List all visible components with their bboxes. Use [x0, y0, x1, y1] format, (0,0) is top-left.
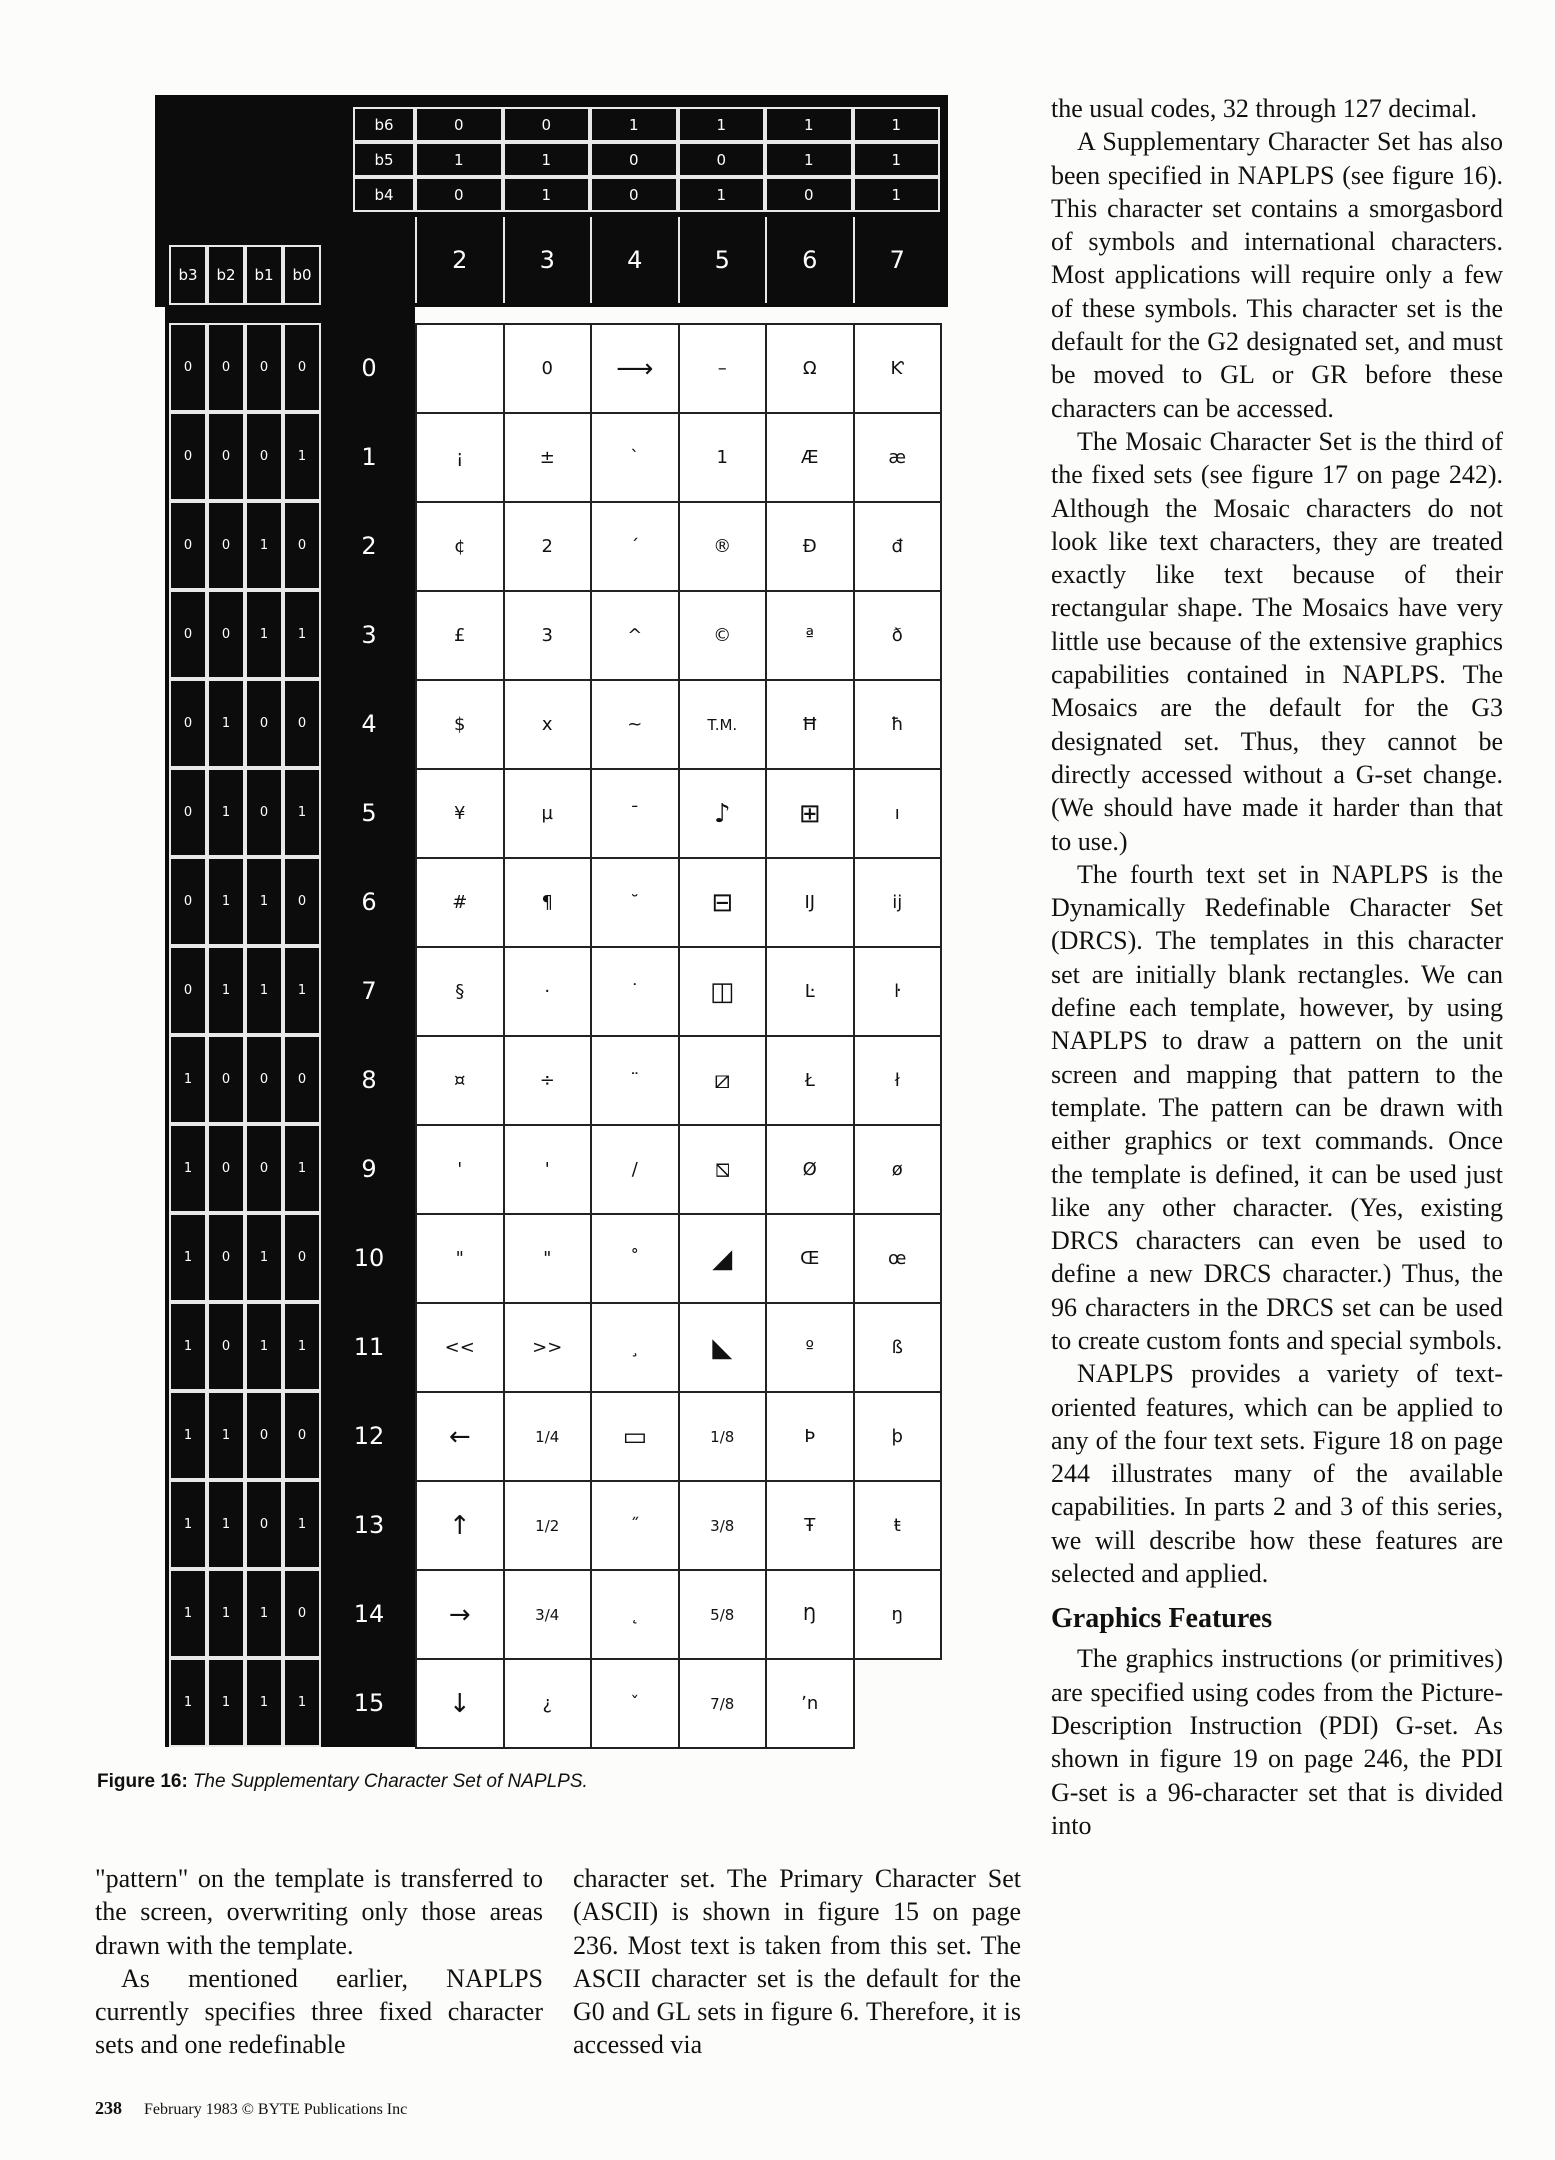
row-number: 4: [361, 709, 377, 738]
row-bit: 1: [283, 946, 321, 1035]
glyph-cell: 1/4: [503, 1391, 593, 1482]
row-bit: 0: [245, 412, 283, 501]
column-number: 2: [415, 217, 503, 303]
bit-label: b6: [353, 107, 415, 142]
row-bit: 0: [245, 1124, 283, 1213]
row-bit-label: b3: [169, 245, 207, 305]
glyph-cell: Ħ: [765, 679, 855, 770]
glyph-cell: ·: [503, 946, 593, 1037]
row-bit: 0: [283, 679, 321, 768]
row-bit: 0: [207, 412, 245, 501]
glyph-cell: ⟶: [590, 323, 680, 414]
glyph-cell: ˝: [590, 1480, 680, 1571]
right-column: [1051, 92, 1503, 1842]
glyph-cell: ß: [853, 1302, 943, 1393]
glyph-cell: Ƙ: [853, 323, 943, 414]
row-bit: 1: [207, 1391, 245, 1480]
glyph-cell: Ø: [765, 1124, 855, 1215]
footer-text: February 1983 © BYTE Publications Inc: [144, 2101, 408, 2118]
paragraph: "pattern" on the template is transferred to the screen, overwriting only those areas drawn with the template.: [95, 1864, 543, 1960]
row-bit: 1: [207, 768, 245, 857]
bit-value: 1: [678, 177, 766, 212]
glyph-cell: ª: [765, 590, 855, 681]
row-number: 5: [361, 798, 377, 827]
row-bit: 1: [283, 768, 321, 857]
row-number: 6: [361, 887, 377, 916]
bit-value: 0: [590, 177, 678, 212]
row-bit: 1: [207, 1658, 245, 1747]
glyph-cell: ^: [590, 590, 680, 681]
glyph-cell: ŧ: [853, 1480, 943, 1571]
bit-value: 1: [590, 107, 678, 142]
glyph-cell: µ: [503, 768, 593, 859]
row-bit: 0: [207, 323, 245, 412]
glyph-cell: Þ: [765, 1391, 855, 1482]
glyph-cell: ⊟: [678, 857, 768, 948]
row-bit: 1: [169, 1213, 207, 1302]
glyph-cell: ł: [853, 1035, 943, 1126]
row-bit: 1: [283, 1480, 321, 1569]
row-bit: 0: [245, 323, 283, 412]
bit-value: 1: [503, 142, 591, 177]
bit-value: 1: [853, 107, 941, 142]
glyph-cell: 5/8: [678, 1569, 768, 1660]
row-number: 10: [353, 1243, 385, 1272]
glyph-cell: ¨: [590, 1035, 680, 1126]
row-bit: 1: [283, 1658, 321, 1747]
glyph-cell: ð: [853, 590, 943, 681]
glyph-cell: ⧄: [678, 1035, 768, 1126]
row-number: 15: [353, 1688, 385, 1717]
glyph-cell: Œ: [765, 1213, 855, 1304]
paragraph: The Mosaic Character Set is the third of the fixed sets (see figure 17 on page 242). Although the Mosaic characters do not look like text characters, they are treated exactly like text because of their rectangular shape. The Mosaics have very little use because of the extensive graphics capabilities contained in NAPLPS. The Mosaics are the default for the G3 designated set. Thus, they cannot be directly accessed without a G-set change. (We should have made it harder than that to use.): [1051, 426, 1503, 856]
glyph-cell: ı: [853, 768, 943, 859]
bit-value: 1: [765, 142, 853, 177]
glyph-cell: x: [503, 679, 593, 770]
caption-text: The Supplementary Character Set of NAPLPS.: [192, 1771, 588, 1792]
glyph-cell: <<: [415, 1302, 505, 1393]
glyph-cell: [415, 323, 505, 414]
glyph-cell: Ω: [765, 323, 855, 414]
bit-value: 0: [415, 107, 503, 142]
glyph-cell: ʼn: [765, 1658, 855, 1749]
row-bit-label: b2: [207, 245, 245, 305]
paragraph: A Supplementary Character Set has also been specified in NAPLPS (see figure 16). This character set contains a smorgasbord of symbols and international characters. Most applications will require only a few of these symbols. This character set is the default for the G2 designated set, and must be moved to GL or GR before these characters can be accessed.: [1051, 127, 1503, 423]
row-bit-label: b1: [245, 245, 283, 305]
glyph-cell: ↑: [415, 1480, 505, 1571]
caption-label: Figure 16:: [97, 1771, 188, 1792]
glyph-cell: ◢: [678, 1213, 768, 1304]
bit-value: 1: [853, 142, 941, 177]
glyph-cell: ": [415, 1213, 505, 1304]
glyph-cell: ÷: [503, 1035, 593, 1126]
row-number: 3: [361, 620, 377, 649]
glyph-cell: ˙: [590, 946, 680, 1037]
row-bit: 0: [245, 1480, 283, 1569]
glyph-cell: ©: [678, 590, 768, 681]
glyph-cell: ⧅: [678, 1124, 768, 1215]
glyph-cell: œ: [853, 1213, 943, 1304]
glyph-cell: ◫: [678, 946, 768, 1037]
glyph-cell: 1: [678, 412, 768, 503]
bit-label: b4: [353, 177, 415, 212]
glyph-cell: #: [415, 857, 505, 948]
paragraph: The fourth text set in NAPLPS is the Dynamically Redefinable Character Set (DRCS). The templates in this character set are initially blank rectangles. We can define each template, however, by using NAPLPS to draw a pattern on the unit screen and mapping that pattern to the template. The pattern can be drawn with either graphics or text commands. Once the template is defined, it can be used just like any other character. (Yes, existing DRCS characters can even be used to define a new DRCS character.) Thus, the 96 characters in the DRCS set can be used to create custom fonts and special symbols.: [1051, 859, 1503, 1355]
glyph-cell: Ŀ: [765, 946, 855, 1037]
glyph-cell: ˛: [590, 1569, 680, 1660]
row-bit: 1: [207, 679, 245, 768]
row-bit: 1: [169, 1124, 207, 1213]
row-bit: 1: [207, 1480, 245, 1569]
column-number: 4: [590, 217, 678, 303]
row-number: 9: [361, 1154, 377, 1183]
row-bit: 1: [283, 412, 321, 501]
bit-value: 0: [415, 177, 503, 212]
glyph-cell: ˇ: [590, 1658, 680, 1749]
row-bit: 0: [169, 946, 207, 1035]
row-number: 1: [361, 442, 377, 471]
row-number: 14: [353, 1599, 385, 1628]
row-bit: 0: [283, 501, 321, 590]
glyph-cell: ▭: [590, 1391, 680, 1482]
row-number: 8: [361, 1065, 377, 1094]
page-number: 238: [95, 2098, 122, 2118]
row-bit: 0: [169, 679, 207, 768]
paragraph: character set. The Primary Character Set (ASCII) is shown in figure 15 on page 236. Most text is taken from this set. The ASCII character set is the default for the G0 and GL sets in figure 6. Therefore, it is accessed via: [573, 1864, 1021, 2060]
glyph-cell: →: [415, 1569, 505, 1660]
row-bit: 0: [207, 501, 245, 590]
glyph-cell: 3: [503, 590, 593, 681]
row-bit: 1: [207, 857, 245, 946]
row-number: 2: [361, 531, 377, 560]
glyph-cell: ˘: [590, 857, 680, 948]
bit-value: 0: [765, 177, 853, 212]
glyph-cell: æ: [853, 412, 943, 503]
glyph-cell: º: [765, 1302, 855, 1393]
row-bit: 1: [207, 946, 245, 1035]
row-bit: 1: [245, 1213, 283, 1302]
glyph-cell: ~: [590, 679, 680, 770]
glyph-cell: ´: [590, 501, 680, 592]
glyph-cell: ♪: [678, 768, 768, 859]
glyph-cell: ŋ: [853, 1569, 943, 1660]
row-bit-label: b0: [283, 245, 321, 305]
row-bit: 0: [245, 1391, 283, 1480]
glyph-cell: ¸: [590, 1302, 680, 1393]
glyph-cell: 3/8: [678, 1480, 768, 1571]
glyph-cell: ¡: [415, 412, 505, 503]
row-bit: 0: [207, 1213, 245, 1302]
row-bit: 0: [207, 1124, 245, 1213]
glyph-cell: Æ: [765, 412, 855, 503]
bit-value: 0: [503, 107, 591, 142]
row-bit: 1: [283, 1124, 321, 1213]
section-heading: Graphics Features: [1051, 1603, 1273, 1635]
bit-value: 1: [853, 177, 941, 212]
row-bit: 1: [169, 1480, 207, 1569]
glyph-cell: đ: [853, 501, 943, 592]
row-bit: 0: [169, 857, 207, 946]
glyph-cell: ": [503, 1213, 593, 1304]
row-bit: 0: [283, 1569, 321, 1658]
glyph-cell: §: [415, 946, 505, 1037]
glyph-cell: ¤: [415, 1035, 505, 1126]
figure-caption: [97, 1770, 588, 1793]
row-bit: 1: [169, 1569, 207, 1658]
glyph-cell: Ŧ: [765, 1480, 855, 1571]
bit-value: 0: [590, 142, 678, 177]
row-bit: 0: [283, 857, 321, 946]
glyph-cell: Đ: [765, 501, 855, 592]
row-bit: 0: [283, 1391, 321, 1480]
bit-value: 0: [678, 142, 766, 177]
row-number: 13: [353, 1510, 385, 1539]
paragraph: NAPLPS provides a variety of text-oriented features, which can be applied to any of the four text sets. Figure 18 on page 244 illustrates many of the available capabilities. In parts 2 and 3 of this series, we will describe how these features are selected and applied.: [1051, 1359, 1503, 1589]
column-number: 5: [678, 217, 766, 303]
row-bit: 1: [207, 1569, 245, 1658]
glyph-cell: ': [415, 1124, 505, 1215]
glyph-cell: ⊞: [765, 768, 855, 859]
page-footer: [95, 2098, 407, 2119]
middle-column: [573, 1862, 1021, 2062]
glyph-cell: /: [590, 1124, 680, 1215]
glyph-cell: 3/4: [503, 1569, 593, 1660]
row-bit: 1: [245, 501, 283, 590]
row-number: 12: [353, 1421, 385, 1450]
glyph-cell: >>: [503, 1302, 593, 1393]
glyph-cell: $: [415, 679, 505, 770]
row-bit: 0: [169, 501, 207, 590]
row-bit: 0: [207, 590, 245, 679]
glyph-cell: 1/8: [678, 1391, 768, 1482]
row-bit: 0: [245, 768, 283, 857]
paragraph: The graphics instructions (or primitives) are specified using codes from the Picture-Description Instruction (PDI) G-set. As shown in figure 19 on page 246, the PDI G-set is a 96-character set that is divided into: [1051, 1644, 1503, 1840]
glyph-cell: £: [415, 590, 505, 681]
glyph-cell: ¥: [415, 768, 505, 859]
row-bit: 0: [283, 1035, 321, 1124]
glyph-cell: ◣: [678, 1302, 768, 1393]
bit-value: 1: [678, 107, 766, 142]
bit-value: 1: [415, 142, 503, 177]
column-number: 3: [503, 217, 591, 303]
glyph-cell: ħ: [853, 679, 943, 770]
row-bit: 1: [169, 1391, 207, 1480]
row-number: 0: [361, 353, 377, 382]
glyph-cell: ®: [678, 501, 768, 592]
glyph-cell: 0: [503, 323, 593, 414]
row-bit: 0: [169, 323, 207, 412]
glyph-cell: ø: [853, 1124, 943, 1215]
glyph-cell: ij: [853, 857, 943, 948]
glyph-cell: ±: [503, 412, 593, 503]
glyph-cell: Ł: [765, 1035, 855, 1126]
glyph-cell: –: [678, 323, 768, 414]
column-number: 7: [853, 217, 941, 303]
glyph-cell: `: [590, 412, 680, 503]
row-bit: 1: [245, 946, 283, 1035]
glyph-cell: IJ: [765, 857, 855, 948]
glyph-cell: ˚: [590, 1213, 680, 1304]
row-bit: 1: [169, 1035, 207, 1124]
glyph-cell: ¶: [503, 857, 593, 948]
row-bit: 0: [169, 412, 207, 501]
row-number: 7: [361, 976, 377, 1005]
glyph-cell: 2: [503, 501, 593, 592]
glyph-cell: ¿: [503, 1658, 593, 1749]
glyph-cell: 7/8: [678, 1658, 768, 1749]
row-bit: 0: [245, 1035, 283, 1124]
row-bit: 1: [245, 857, 283, 946]
column-number: 6: [765, 217, 853, 303]
row-bit: 1: [245, 1658, 283, 1747]
row-bit: 0: [245, 679, 283, 768]
row-bit: 1: [169, 1658, 207, 1747]
glyph-cell: ŀ: [853, 946, 943, 1037]
glyph-cell: ¢: [415, 501, 505, 592]
bit-value: 1: [503, 177, 591, 212]
row-bit: 0: [283, 323, 321, 412]
row-bit: 0: [169, 768, 207, 857]
row-bit: 0: [207, 1035, 245, 1124]
glyph-cell: 1/2: [503, 1480, 593, 1571]
paragraph: As mentioned earlier, NAPLPS currently specifies three fixed character sets and one redefinable: [95, 1963, 543, 2060]
paragraph: the usual codes, 32 through 127 decimal.: [1051, 94, 1478, 123]
glyph-cell: Ŋ: [765, 1569, 855, 1660]
glyph-cell: ←: [415, 1391, 505, 1482]
row-bit: 1: [283, 590, 321, 679]
bit-label: b5: [353, 142, 415, 177]
row-number: 11: [353, 1332, 385, 1361]
glyph-cell: ↓: [415, 1658, 505, 1749]
glyph-cell: ¯: [590, 768, 680, 859]
glyph-cell: þ: [853, 1391, 943, 1482]
bit-value: 1: [765, 107, 853, 142]
row-bit: 1: [245, 1569, 283, 1658]
row-bit: 0: [207, 1302, 245, 1391]
row-bit: 1: [245, 1302, 283, 1391]
left-column: [95, 1862, 543, 2062]
row-bit: 1: [283, 1302, 321, 1391]
glyph-cell: T.M.: [678, 679, 768, 770]
glyph-cell: ': [503, 1124, 593, 1215]
row-bit: 0: [283, 1213, 321, 1302]
row-bit: 0: [169, 590, 207, 679]
row-bit: 1: [169, 1302, 207, 1391]
row-bit: 1: [245, 590, 283, 679]
